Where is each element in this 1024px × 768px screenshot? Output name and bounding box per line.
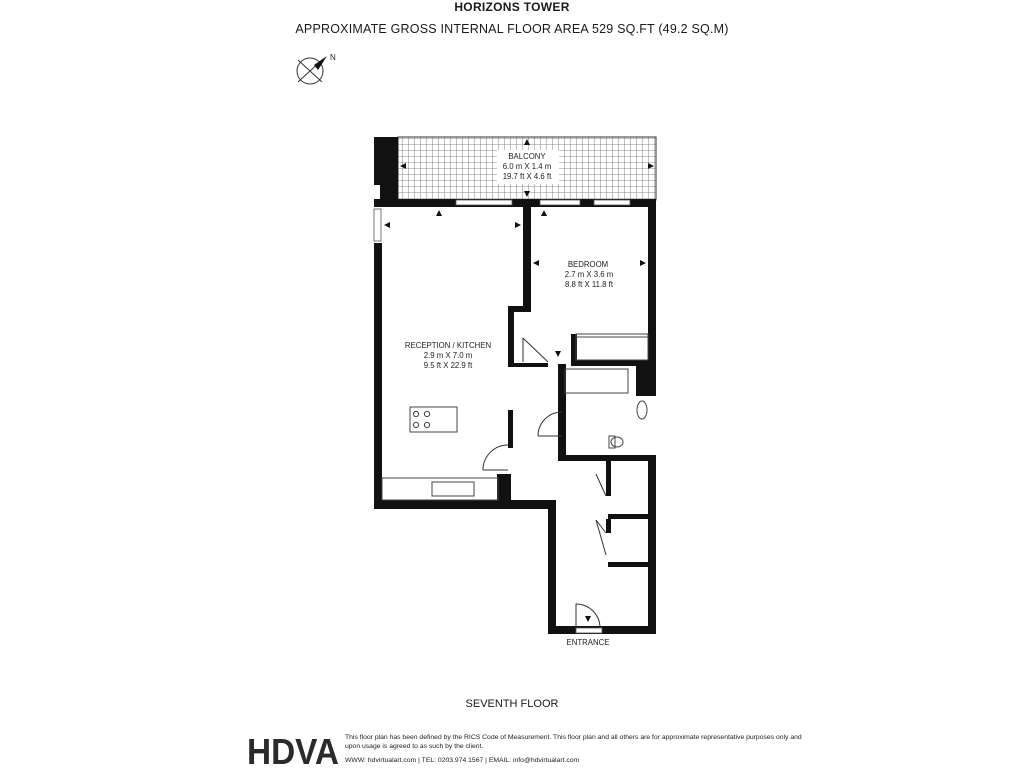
balcony-imperial: 19.7 ft X 4.6 ft [502,172,552,181]
bedroom-name: BEDROOM [567,260,609,269]
compass-icon [297,56,327,84]
hdva-logo [247,733,339,767]
hdva-logo-text: HDVA [247,733,339,767]
contact-info: WWW: hdvirtualart.com | TEL: 0203.974.1567 | EMAIL: info@hdvirtualart.com [345,757,580,764]
reception-name: RECEPTION / KITCHEN [404,341,492,350]
bedroom-imperial: 8.8 ft X 11.8 ft [565,280,613,289]
reception-imperial: 9.5 ft X 22.9 ft [423,361,473,370]
disclaimer-text: This floor plan has been defined by the RICS Code of Measurement. This floor plan and all others are for approximate representative purposes only and upon usage is agreed to as such by the client. [345,734,802,750]
bedroom-metric: 2.7 m X 3.6 m [564,270,614,279]
entrance-label: ENTRANCE [566,638,610,647]
compass-north-label: N [330,53,336,62]
balcony-metric: 6.0 m X 1.4 m [502,162,552,171]
plan-title: HORIZONS TOWER [454,0,570,14]
balcony-name: BALCONY [508,152,546,161]
floor-area-subtitle: APPROXIMATE GROSS INTERNAL FLOOR AREA 529 SQ.FT (49.2 SQ.M) [295,22,729,36]
reception-metric: 2.9 m X 7.0 m [423,351,473,360]
floor-label: SEVENTH FLOOR [465,698,559,710]
